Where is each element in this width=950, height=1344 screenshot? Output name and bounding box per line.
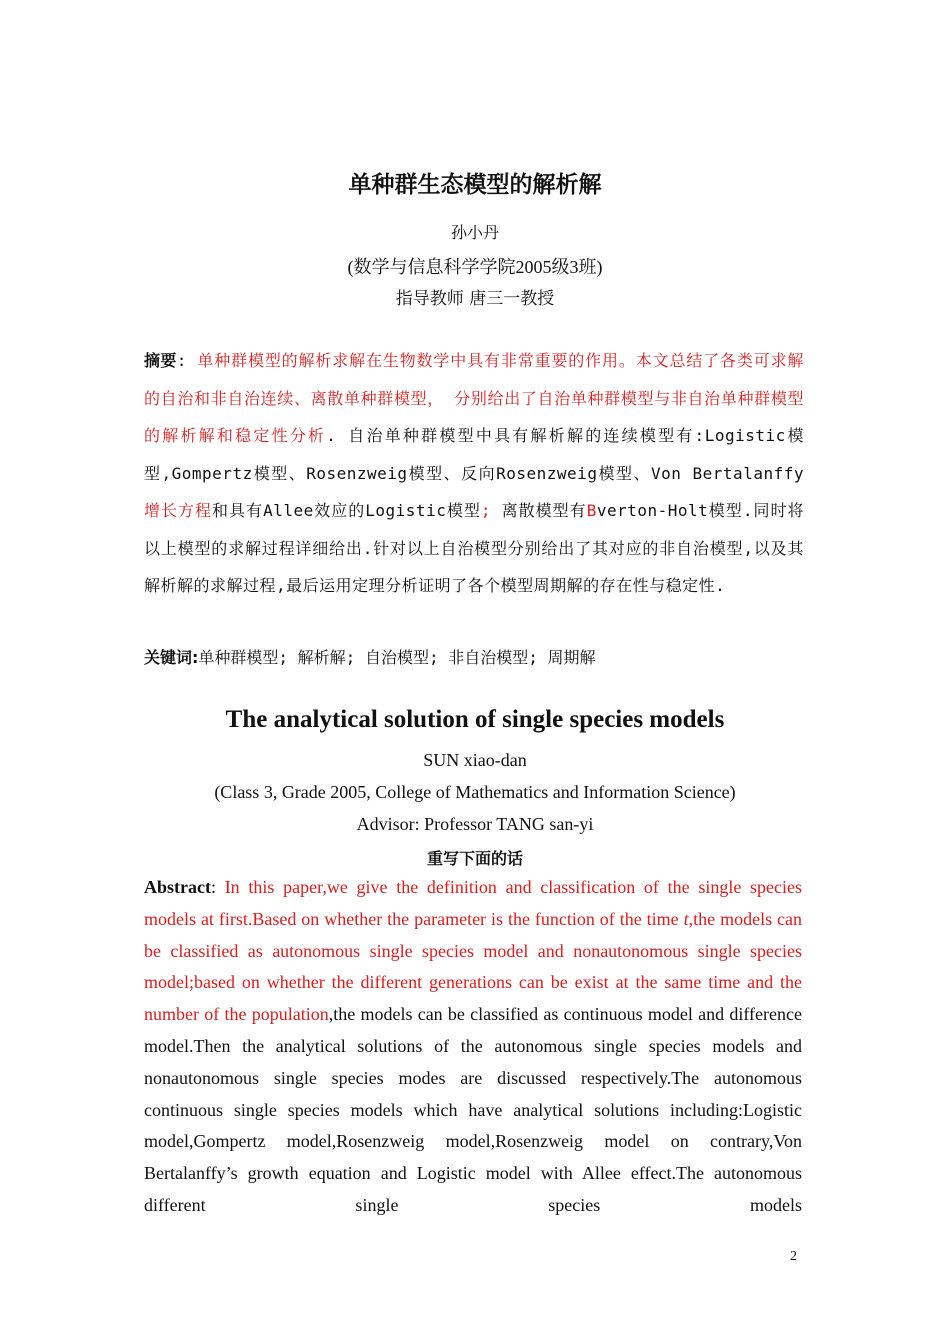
chinese-abstract-highlight-4: B: [586, 501, 597, 520]
chinese-abstract-highlight-1: 单种群模型的解析求解在生物数学中具有非常重要的作用。本文总结了各类可求解的自治和非自治连续、离散单种群模型， 分别给出了自治单种群模型与非自治单种群模型的解析解和稳定性分析: [144, 351, 804, 445]
english-abstract-highlight-2: ,the models can be classified as autonomous single species model and nonautonomous single species model;based on whether the different generations can be exist at the same time and the number of the population: [144, 908, 802, 1025]
english-abstract-highlight-italic: t: [683, 908, 689, 929]
chinese-affiliation: (数学与信息科学学院2005级3班): [347, 257, 603, 277]
english-abstract-label: Abstract: [144, 877, 211, 897]
chinese-keywords-text: 单种群模型; 解析解; 自治模型; 非自治模型; 周期解: [198, 648, 596, 667]
english-title: The analytical solution of single species models: [225, 706, 725, 733]
english-advisor: Advisor: Professor TANG san-yi: [356, 814, 594, 834]
chinese-abstract-label: 摘要: [144, 351, 177, 370]
chinese-abstract-text-3: 离散模型有: [491, 501, 587, 520]
english-author: SUN xiao-dan: [423, 750, 527, 770]
chinese-abstract-colon: :: [176, 351, 187, 370]
english-affiliation: (Class 3, Grade 2005, College of Mathematics and Information Science): [214, 782, 736, 802]
english-abstract: [144, 872, 802, 1222]
english-abstract-colon: :: [210, 877, 225, 897]
english-abstract-highlight-1: In this paper,we give the definition and classification of the single species models at first.Based on whether the parameter is the function of the time: [144, 877, 802, 929]
chinese-abstract-text-4: verton-Holt模型.同时将以上模型的求解过程详细给出.针对以上自治模型分别给出了其对应的非自治模型,以及其解析解的求解过程,最后运用定理分析证明了各个模型周期解的存在性与稳定性.: [144, 501, 804, 595]
chinese-title: 单种群生态模型的解析解: [348, 172, 602, 198]
english-abstract-text: ,the models can be classified as continuous model and difference model.Then the analytical solutions of the autonomous single species models and nonautonomous single species modes are discussed respectively.The autonomous continuous single species models which have analytical solutions including:Logistic model,Gompertz model,Rosenzweig model,Rosenzweig model on contrary,Von Bertalanffy’s growth equation and Logistic model with Allee effect.The autonomous different single species models: [144, 1004, 802, 1215]
chinese-abstract-text-1: . 自治单种群模型中具有解析解的连续模型有:Logistic模型,Gompertz模型、Rosenzweig模型、反向Rosenzweig模型、Von Bertalanffy: [144, 426, 804, 483]
rewrite-note: 重写下面的话: [426, 849, 523, 868]
chinese-keywords: [144, 644, 804, 672]
chinese-advisor: 指导教师 唐三一教授: [395, 289, 555, 309]
chinese-keywords-label: 关键词:: [144, 648, 199, 667]
page-number: 2: [790, 1249, 797, 1264]
chinese-abstract: [144, 342, 804, 605]
chinese-abstract-highlight-3: ;: [480, 501, 491, 520]
chinese-abstract-text-2: 和具有Allee效应的Logistic模型: [212, 501, 481, 520]
chinese-author: 孙小丹: [450, 223, 499, 242]
chinese-abstract-highlight-2: 增长方程: [144, 501, 213, 520]
